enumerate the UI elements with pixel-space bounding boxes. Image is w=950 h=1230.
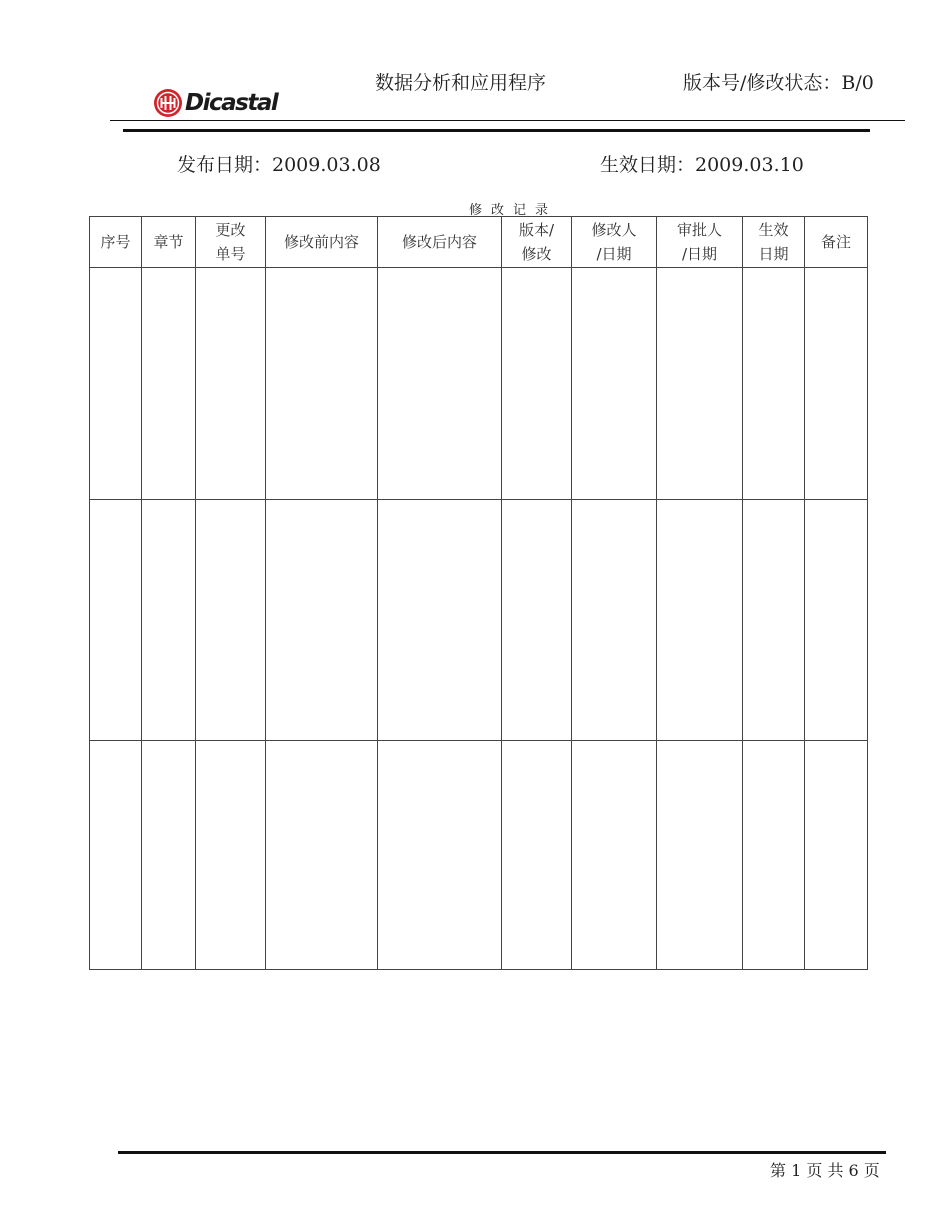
version-status: 版本号/修改状态：B/0 <box>683 72 874 94</box>
page-number: 第 1 页 共 6 页 <box>770 1161 880 1180</box>
record-table-title: 修改记录 <box>469 203 558 218</box>
company-emblem-icon <box>153 88 183 118</box>
header-rule-thin <box>110 120 905 121</box>
table-row <box>90 500 868 741</box>
column-header-approver: 审批人 /日期 <box>657 217 743 268</box>
column-header-before: 修改前内容 <box>266 217 378 268</box>
column-header-change-no: 更改 单号 <box>196 217 266 268</box>
column-header-after: 修改后内容 <box>378 217 502 268</box>
company-logo <box>153 86 277 120</box>
column-header-remarks: 备注 <box>805 217 868 268</box>
table-row <box>90 268 868 500</box>
footer-rule <box>118 1151 886 1154</box>
logo-wordmark: Dicastal <box>185 90 278 116</box>
column-header-version: 版本/ 修改 <box>502 217 572 268</box>
column-header-modifier: 修改人 /日期 <box>572 217 657 268</box>
header-rule-thick <box>123 129 870 132</box>
column-header-effective-date: 生效 日期 <box>743 217 805 268</box>
column-header-chapter: 章节 <box>142 217 196 268</box>
release-date: 发布日期：2009.03.08 <box>177 154 381 176</box>
table-row <box>90 741 868 970</box>
revision-record-table <box>89 216 868 970</box>
table-header-row <box>90 217 868 268</box>
effective-date: 生效日期：2009.03.10 <box>600 154 804 176</box>
document-title: 数据分析和应用程序 <box>375 72 547 94</box>
column-header-seq: 序号 <box>90 217 142 268</box>
